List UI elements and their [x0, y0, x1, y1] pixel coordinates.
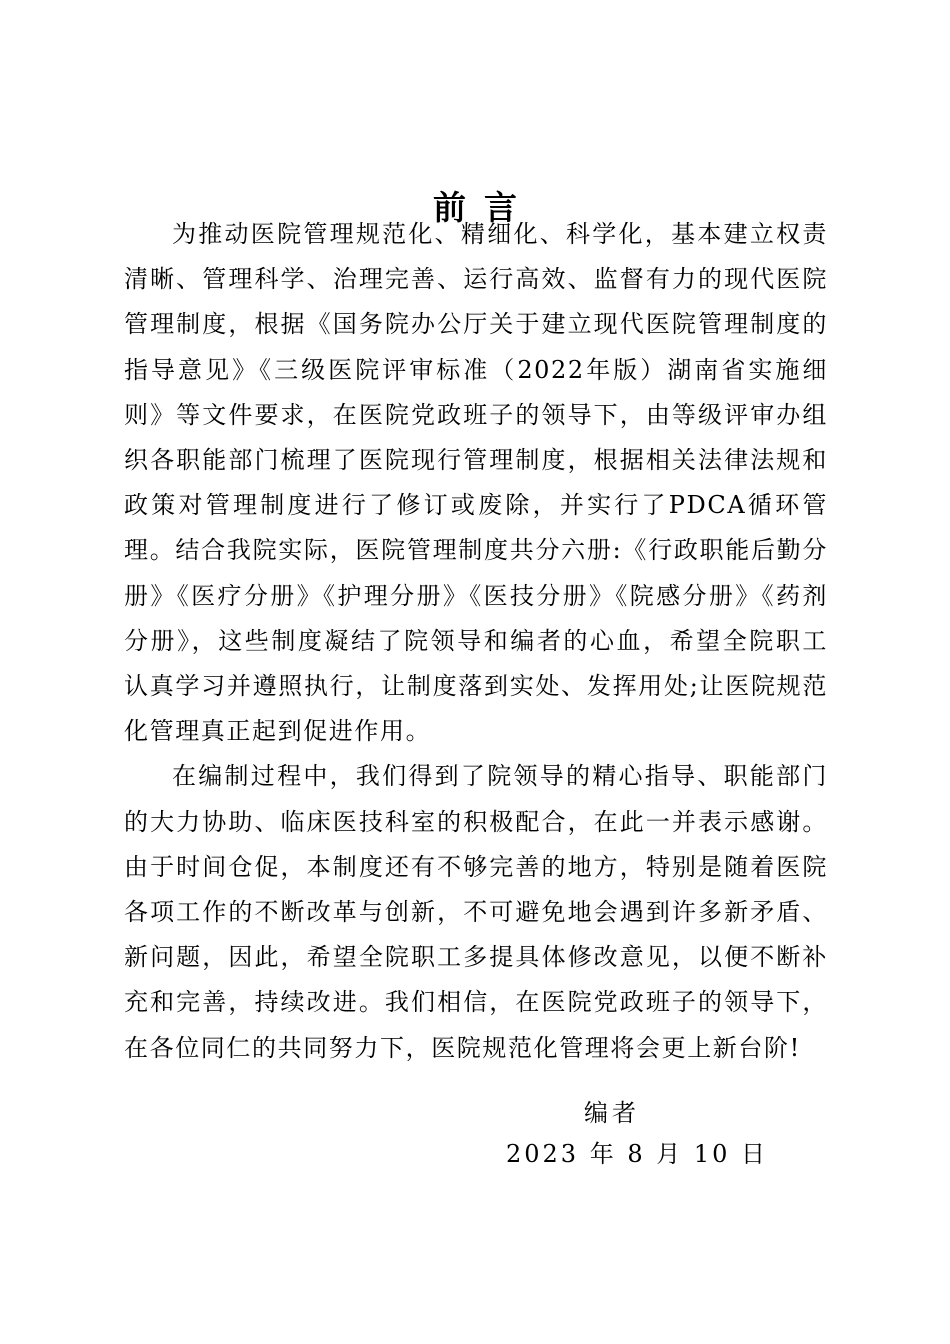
page-title: 前言 — [433, 188, 535, 228]
preface-paragraph-2: 在编制过程中，我们得到了院领导的精心指导、职能部门的大力协助、临床医技科室的积极配合，在此一并表示感谢。由于时间仓促，本制度还有不够完善的地方，特别是随着医院各项工作的不断改革与创新，不可避免地会遇到许多新矛盾、新问题，因此，希望全院职工多提具体修改意见，以便不断补充和完善，持续改进。我们相信，在医院党政班子的领导下，在各位同仁的共同努力下，医院规范化管理将会更上新台阶! — [124, 762, 828, 1062]
signature-author: 编者 — [584, 1099, 640, 1127]
signature-date: 2023 年 8 月 10 日 — [506, 1140, 769, 1168]
preface-paragraph-1: 为推动医院管理规范化、精细化、科学化，基本建立权责清晰、管理科学、治理完善、运行高效、监督有力的现代医院管理制度，根据《国务院办公厅关于建立现代医院管理制度的指导意见》《三级医院评审标准（2022年版）湖南省实施细则》等文件要求，在医院党政班子的领导下，由等级评审办组织各职能部门梳理了医院现行管理制度，根据相关法律法规和政策对管理制度进行了修订或废除，并实行了PDCA循环管理。结合我院实际，医院管理制度共分六册:《行政职能后勤分册》《医疗分册》《护理分册》《医技分册》《院感分册》《药剂分册》，这些制度凝结了院领导和编者的心血，希望全院职工认真学习并遵照执行，让制度落到实处、发挥用处;让医院规范化管理真正起到促进作用。 — [124, 220, 828, 746]
preface-body — [124, 212, 828, 1071]
